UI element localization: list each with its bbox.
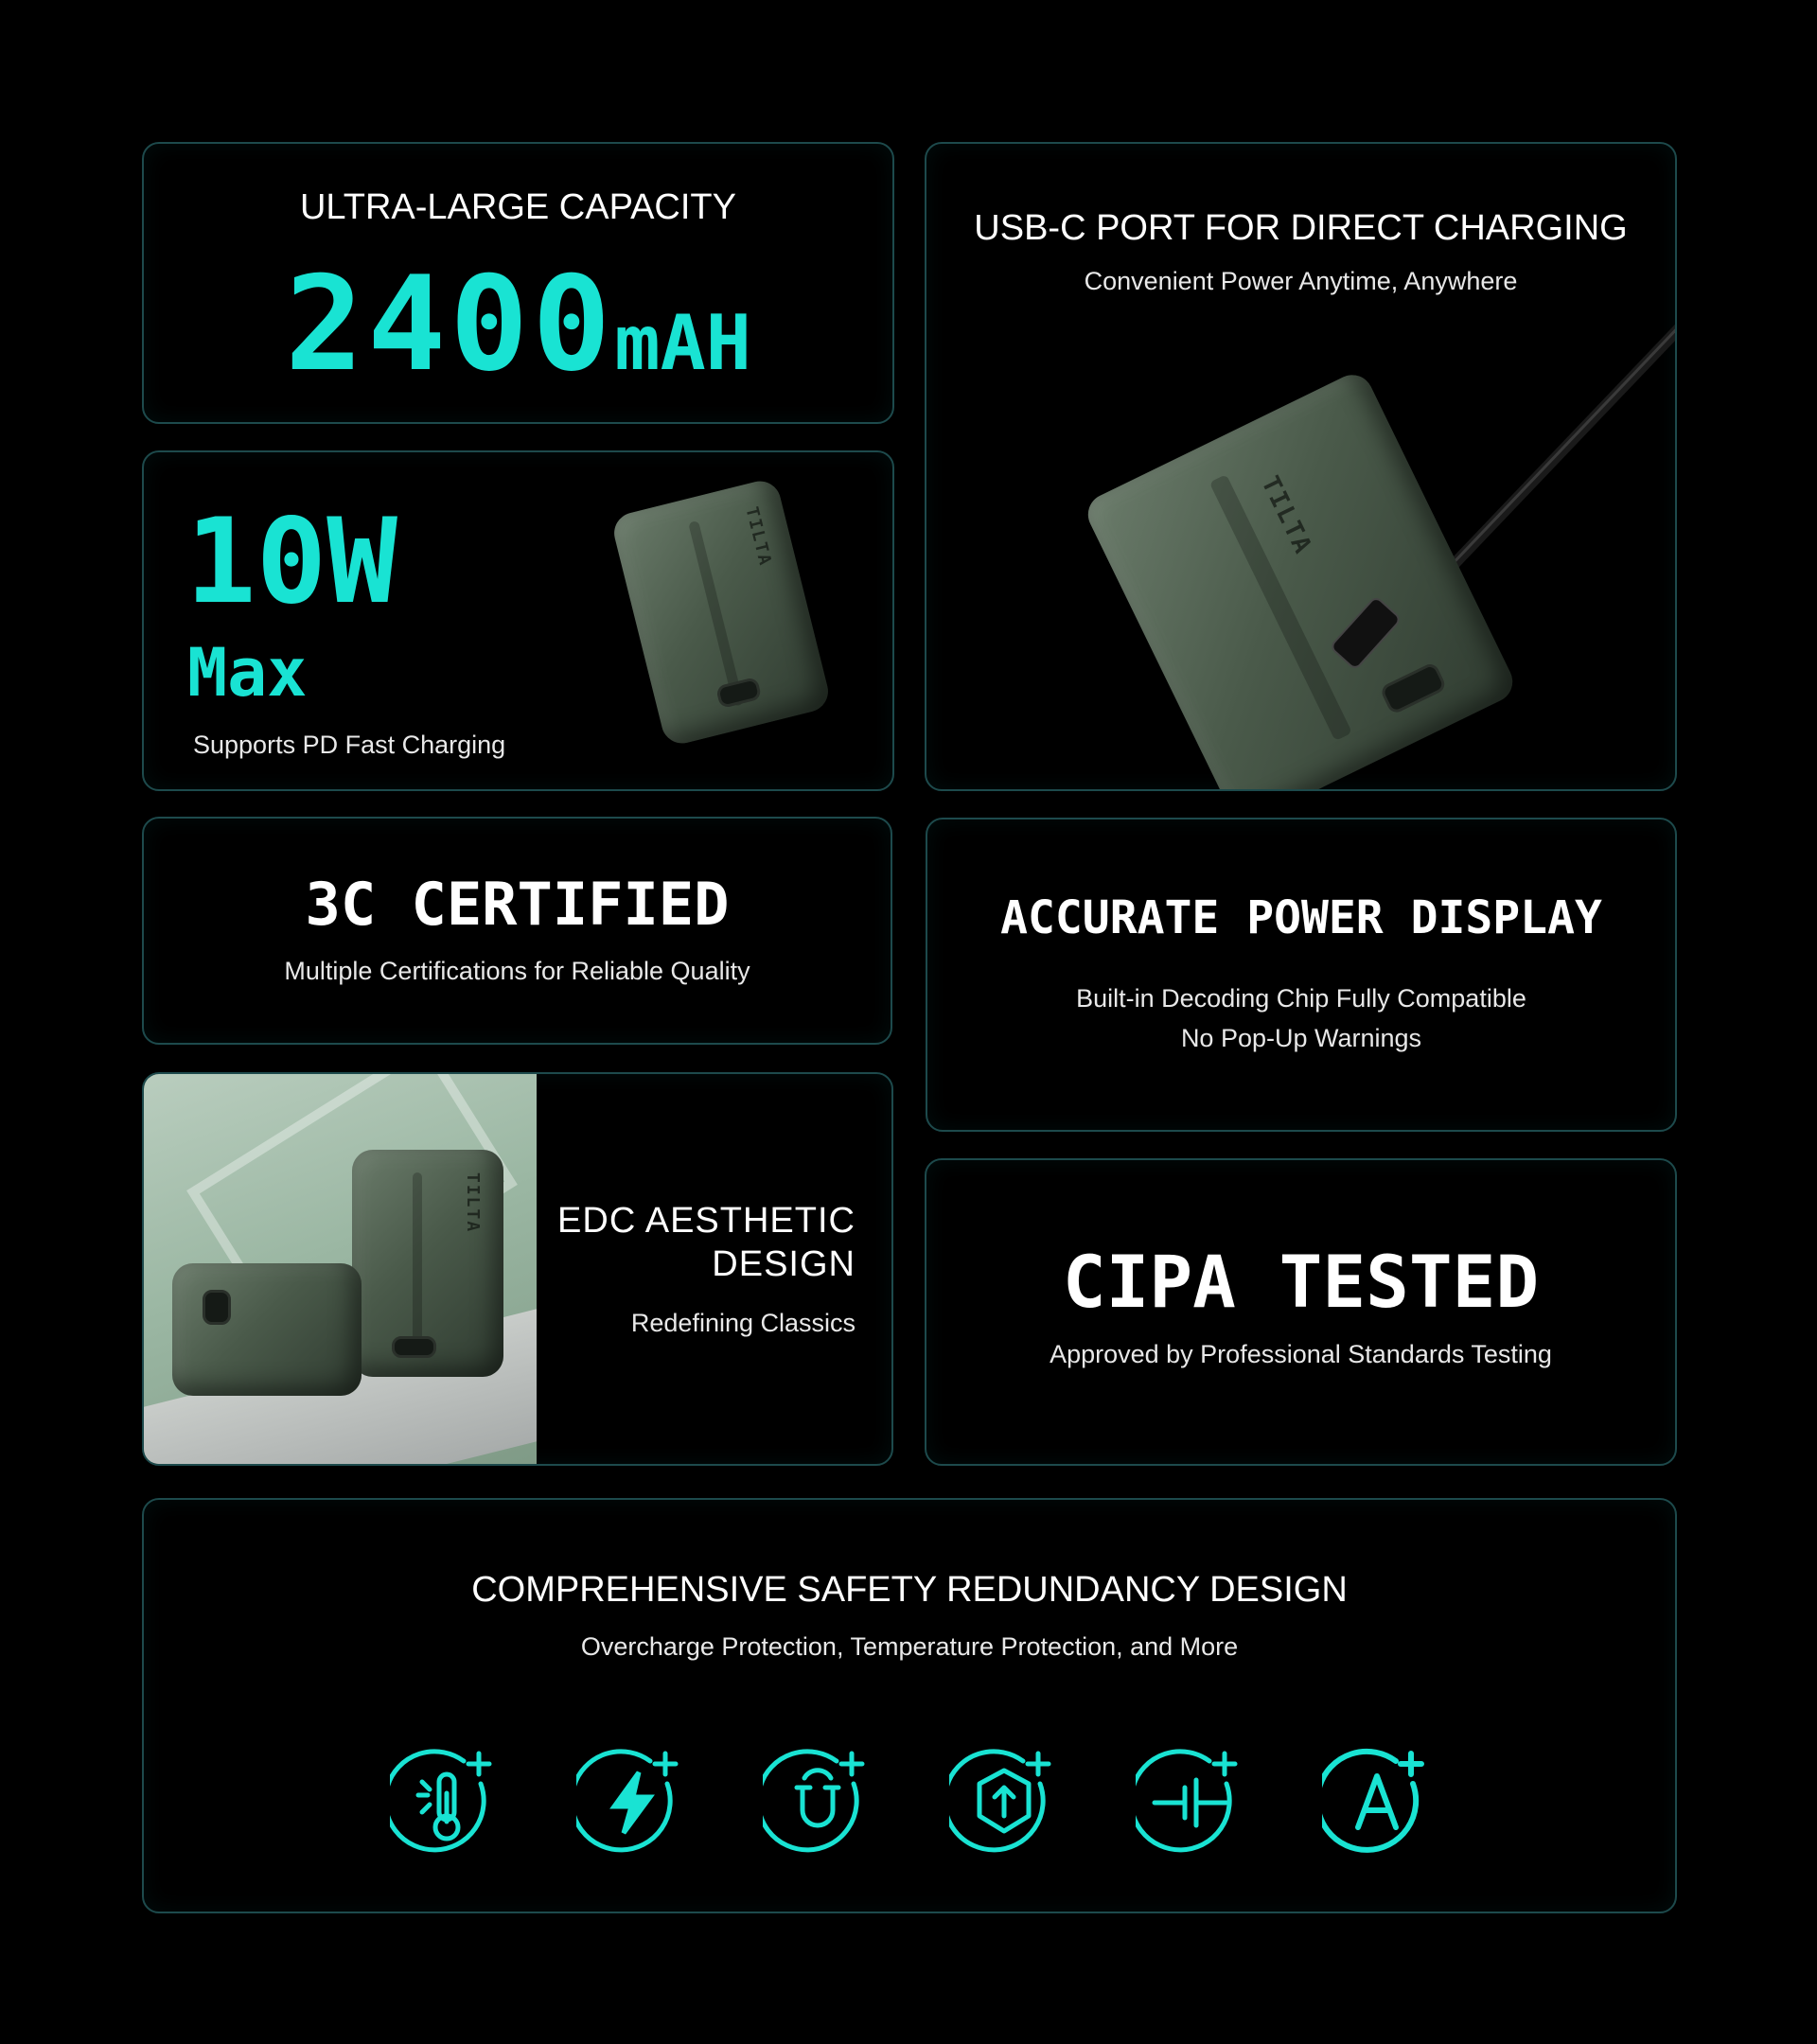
cipa-card <box>925 1158 1677 1466</box>
usbc-heading: USB-C PORT FOR DIRECT CHARGING <box>974 208 1628 248</box>
certified-heading: 3C CERTIFIED <box>305 870 730 939</box>
power-subtitle: Supports PD Fast Charging <box>193 731 506 759</box>
edc-card <box>142 1072 893 1466</box>
certified-subtitle: Multiple Certifications for Reliable Quality <box>284 957 750 985</box>
capacity-card <box>142 142 894 424</box>
overcharge-protection-icon <box>576 1746 686 1856</box>
battery-image: TILTA <box>1081 368 1519 791</box>
overpressure-protection-icon <box>949 1746 1059 1856</box>
battery-image: TILTA <box>609 477 832 748</box>
cipa-subtitle: Approved by Professional Standards Testing <box>1050 1340 1552 1368</box>
safety-heading: COMPREHENSIVE SAFETY REDUNDANCY DESIGN <box>471 1570 1348 1610</box>
temperature-protection-icon <box>390 1746 500 1856</box>
power-display-line2: No Pop-Up Warnings <box>1180 1024 1422 1052</box>
overcurrent-protection-icon <box>1322 1746 1432 1856</box>
usbc-card <box>925 142 1677 791</box>
capacity-value: 2400 <box>285 248 615 400</box>
power-display-card <box>926 818 1677 1132</box>
power-max: Max <box>187 634 308 712</box>
power-display-line1: Built-in Decoding Chip Fully Compatible <box>1076 984 1526 1013</box>
capacity-heading: ULTRA-LARGE CAPACITY <box>299 187 736 227</box>
edc-heading-line1: EDC AESTHETIC <box>557 1201 856 1241</box>
cipa-heading: CIPA TESTED <box>1062 1240 1540 1324</box>
edc-heading-line2: DESIGN <box>712 1244 856 1284</box>
certified-card <box>142 817 892 1045</box>
capacity-unit: mAH <box>614 299 751 387</box>
edc-photo: TILTA <box>144 1074 537 1466</box>
short-circuit-protection-icon <box>1136 1746 1245 1856</box>
power-value: 10W <box>185 494 397 630</box>
power-display-heading: ACCURATE POWER DISPLAY <box>1000 891 1602 944</box>
safety-card <box>142 1498 1677 1913</box>
edc-subtitle: Redefining Classics <box>630 1309 856 1337</box>
usbc-subtitle: Convenient Power Anytime, Anywhere <box>1084 267 1518 295</box>
overdischarge-protection-icon <box>763 1746 873 1856</box>
fast-charge-card <box>142 450 894 791</box>
safety-subtitle: Overcharge Protection, Temperature Protection, and More <box>580 1632 1239 1661</box>
capacity-value-row <box>144 248 892 400</box>
